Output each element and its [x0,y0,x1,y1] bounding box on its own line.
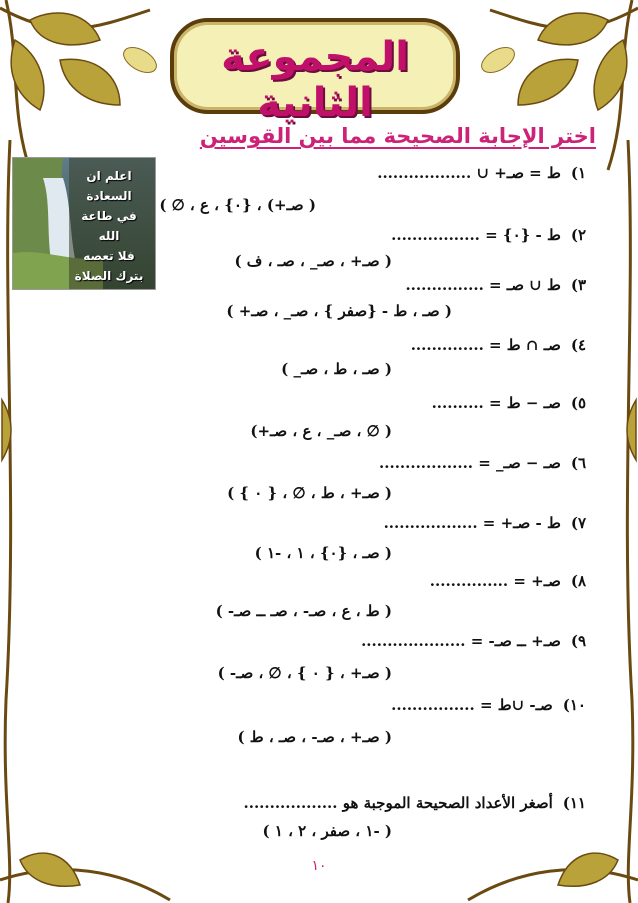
question-2 [391,226,586,244]
question-3 [405,276,586,294]
question-number: ٢) [570,226,586,244]
question-number: ٩) [570,632,586,650]
question-text: ط - صـ+ = .................. [383,514,561,532]
question-9 [361,632,586,650]
question-6-options: ( صـ+ ، ط ، ∅ ، { ٠ } ) [227,484,392,502]
question-number: ١) [570,164,586,182]
question-9-options: ( صـ+ ، { ٠ } ، ∅ ، صـ- ) [217,664,392,682]
question-8 [430,572,586,590]
question-11 [244,794,587,812]
question-text: ط ∪ صـ = ............... [405,276,561,294]
title-banner [170,18,460,126]
caption-line: في طاعة الله [81,209,137,243]
question-5 [432,394,586,412]
question-number: ٤) [570,336,586,354]
side-image-caption [69,166,149,286]
question-number: ٦) [570,454,586,472]
waterfall-image [12,157,156,290]
question-10 [391,696,586,714]
question-1-options: ( صـ+) ، {٠} ، ع ، ∅ ) [159,196,316,214]
question-6 [379,454,586,472]
question-text: صـ- ∪ط = ................ [391,696,553,714]
question-number: ١١) [562,794,586,812]
question-text: صـ − ط = .......... [431,394,561,412]
question-7-options: ( صـ ، {٠} ، ١ ، -١ ) [254,544,392,562]
page-number: ١٠ [311,858,327,874]
question-text: صـ+ = ............... [429,572,561,590]
question-1 [377,164,586,182]
question-3-options: ( صـ ، ط - {صفر } ، صـ_ ، صـ+ ) [226,302,452,320]
question-number: ٥) [570,394,586,412]
question-7 [384,514,586,532]
instruction-heading: اختر الإجابة الصحيحة مما بين القوسين [199,124,596,148]
question-text: أصغر الأعداد الصحيحة الموجبة هو .................. [243,794,553,812]
question-11-options: ( -١ ، صفر ، ٢ ، ١ ) [262,822,392,840]
question-4 [411,336,586,354]
question-number: ٣) [570,276,586,294]
question-text: صـ+ ــ صـ- = .................... [361,632,561,650]
question-10-options: ( صـ+ ، صـ- ، صـ ، ط ) [237,728,392,746]
question-text: صـ − صـ_ = .................. [379,454,561,472]
caption-line: بترك الصلاة [74,269,144,283]
question-2-options: ( صـ+ ، صـ_ ، صـ ، ف ) [234,252,392,270]
question-4-options: ( صـ ، ط ، صـ_ ) [281,360,392,378]
question-text: ط = صـ+ ∪ .................. [377,164,561,182]
question-number: ٧) [570,514,586,532]
page-title: المجموعة الثانية [221,34,409,126]
question-text: صـ ∩ ط = .............. [410,336,561,354]
question-5-options: ( ∅ ، صـ_ ، ع ، صـ+) [250,422,392,440]
question-number: ٨) [570,572,586,590]
caption-line: اعلم ان السعادة [86,169,132,203]
question-text: ط - {٠} = ................. [391,226,561,244]
question-8-options: ( ط ، ع ، صـ- ، صـ ــ صـ- ) [215,602,392,620]
question-number: ١٠) [562,696,586,714]
caption-line: فلا تعصه [83,249,135,263]
